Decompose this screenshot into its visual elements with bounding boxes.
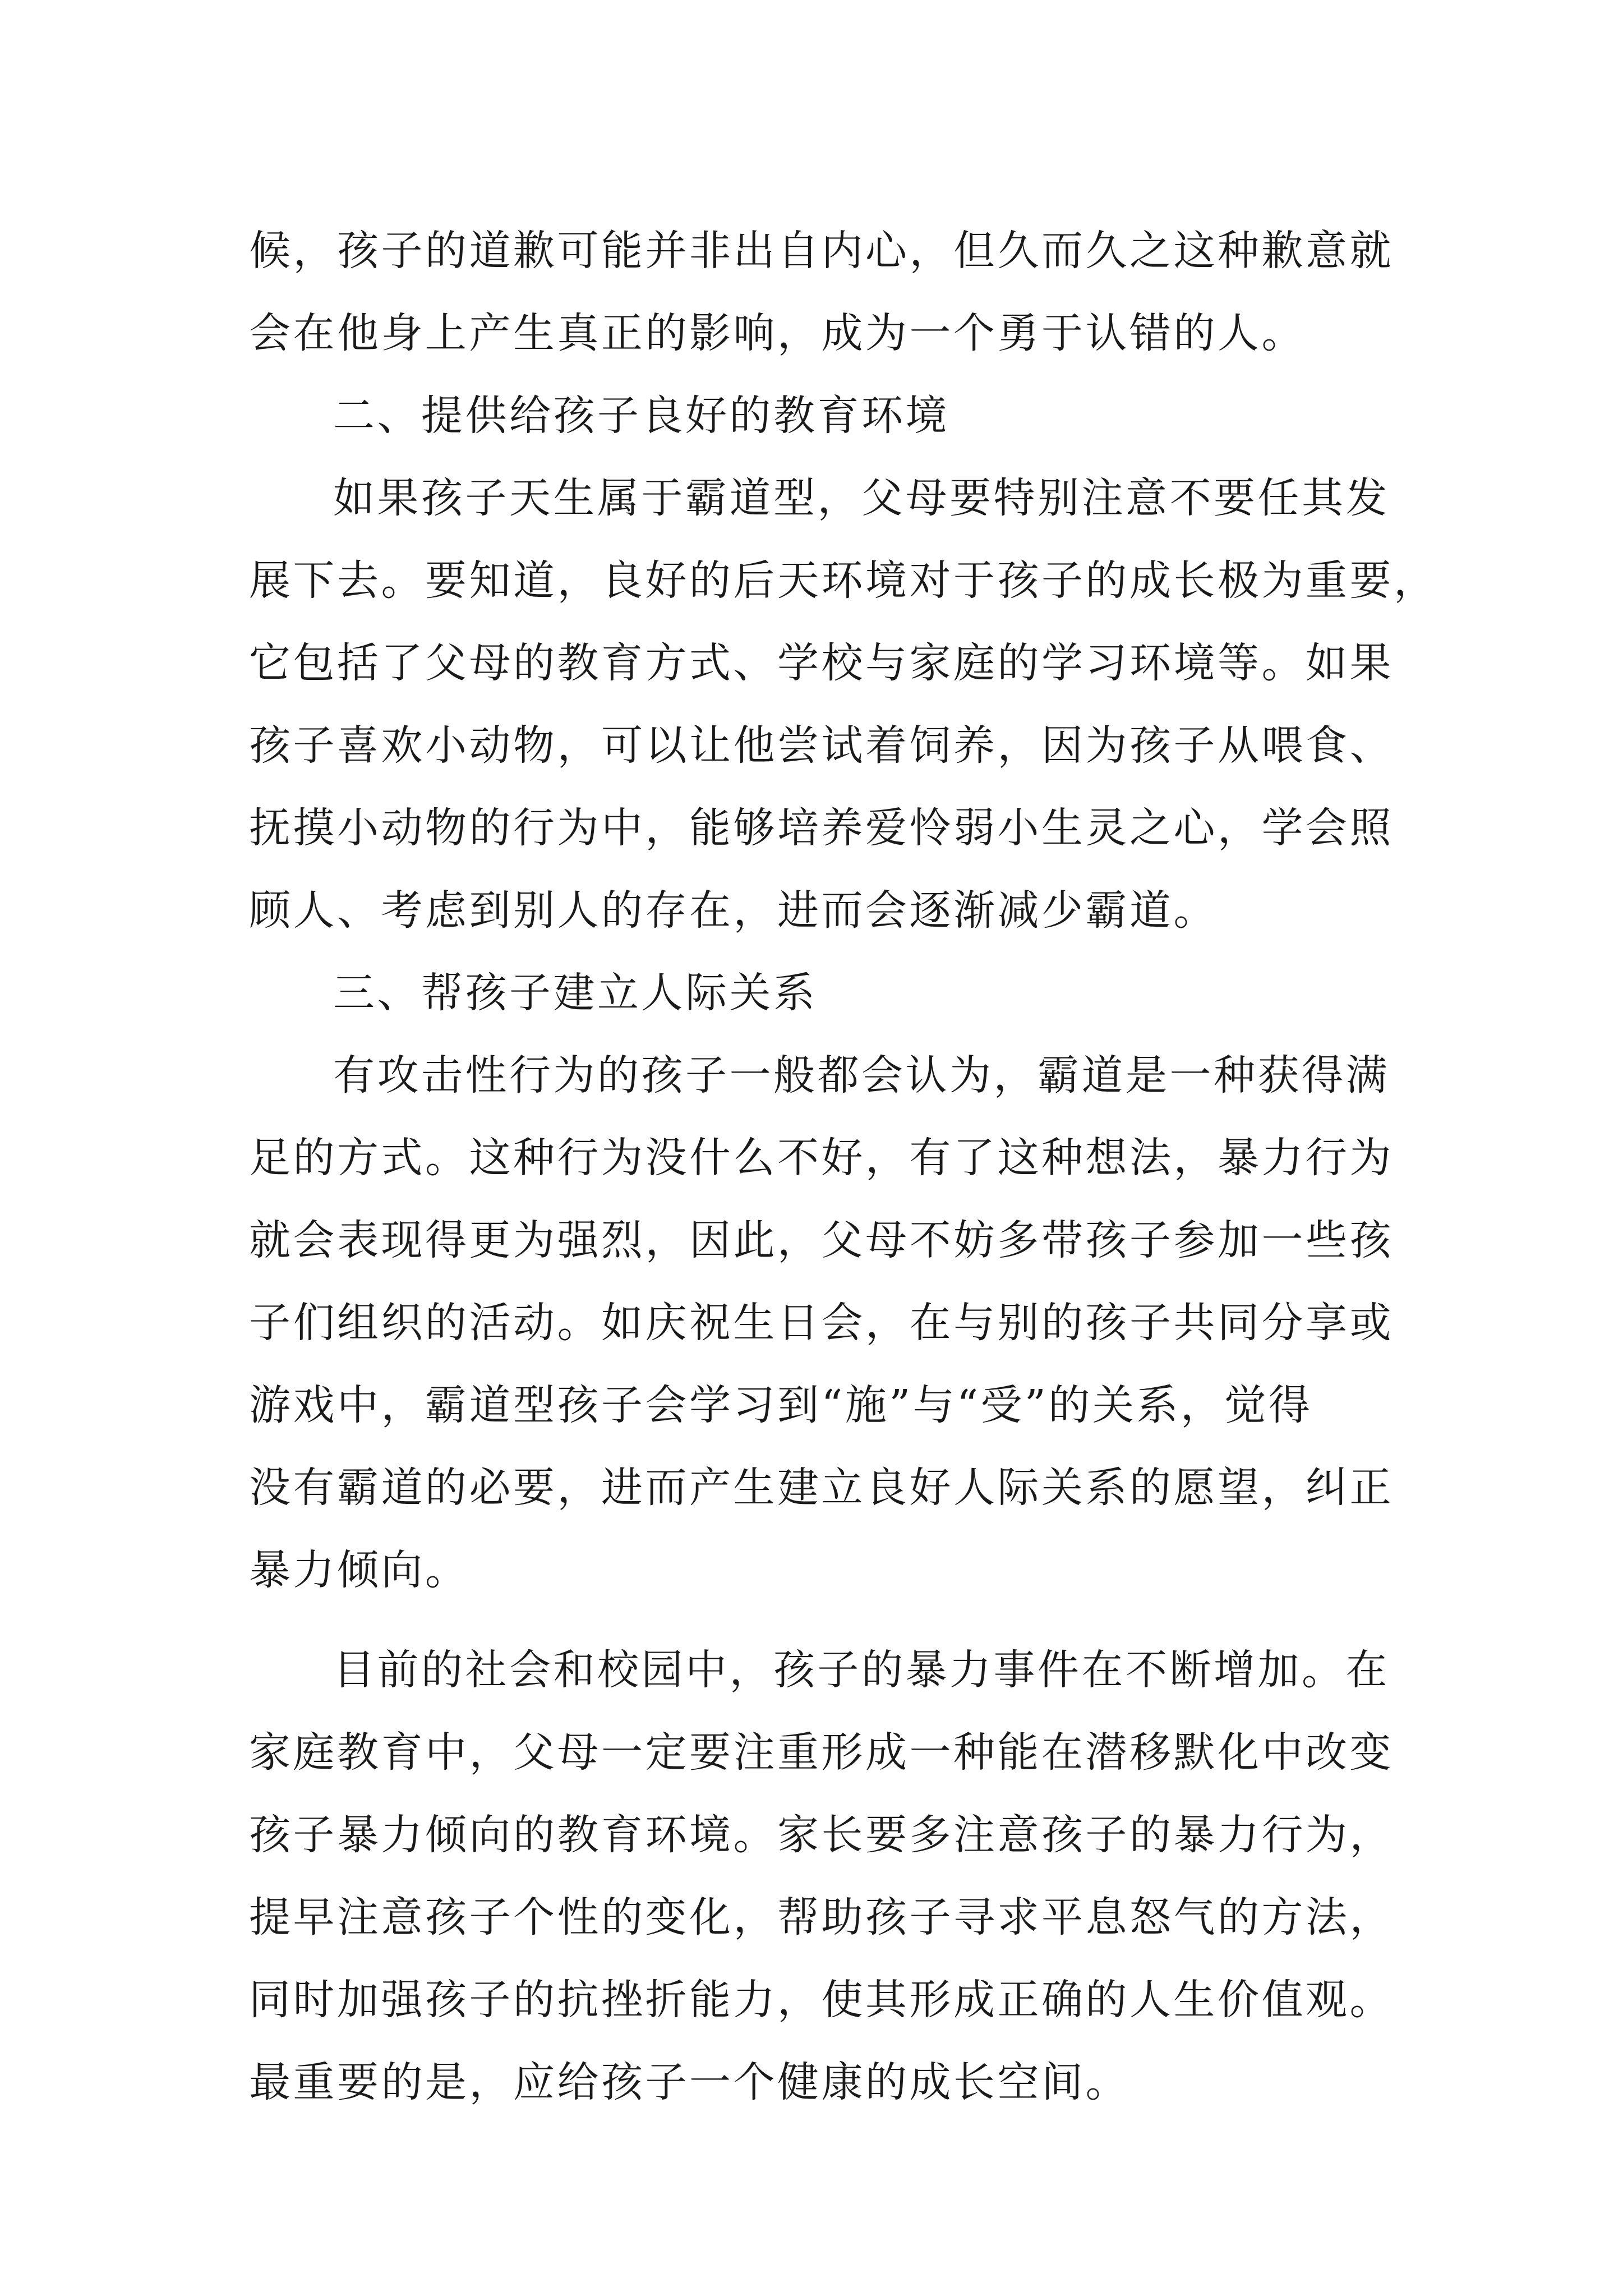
section-heading: 三、帮孩子建立人际关系 bbox=[333, 969, 818, 1017]
text-line: 足的方式。这种行为没什么不好，有了这种想法，暴力行为 bbox=[249, 1134, 1394, 1182]
text-line: 会在他身上产生真正的影响，成为一个勇于认错的人。 bbox=[249, 309, 1306, 357]
paragraph-gap bbox=[249, 1612, 1382, 1629]
text-line: 没有霸道的必要，进而产生建立良好人际关系的愿望，纠正 bbox=[249, 1464, 1394, 1512]
text-line: 就会表现得更为强烈，因此，父母不妨多带孩子参加一些孩 bbox=[249, 1216, 1394, 1264]
section-heading: 二、提供给孩子良好的教育环境 bbox=[333, 392, 949, 440]
text-line: 子们组织的活动。如庆祝生日会，在与别的孩子共同分享或 bbox=[249, 1299, 1394, 1347]
text-line: 家庭教育中，父母一定要注重形成一种能在潜移默化中改变 bbox=[249, 1728, 1394, 1777]
text-line: 暴力倾向。 bbox=[249, 1546, 469, 1594]
text-line: 提早注意孩子个性的变化，帮助孩子寻求平息怒气的方法， bbox=[249, 1893, 1394, 1941]
text-line: 同时加强孩子的抗挫折能力，使其形成正确的人生价值观。 bbox=[249, 1976, 1394, 2024]
document-body bbox=[249, 210, 1438, 2124]
text-line: 候，孩子的道歉可能并非出自内心，但久而久之这种歉意就 bbox=[249, 227, 1394, 275]
text-line: 抚摸小动物的行为中，能够培养爱怜弱小生灵之心，学会照 bbox=[249, 804, 1394, 852]
text-line: 它包括了父母的教育方式、学校与家庭的学习环境等。如果 bbox=[249, 639, 1394, 687]
text-line: 最重要的是，应给孩子一个健康的成长空间。 bbox=[249, 2058, 1129, 2106]
text-line: 有攻击性行为的孩子一般都会认为，霸道是一种获得满 bbox=[333, 1051, 1390, 1099]
text-line: 顾人、考虑到别人的存在，进而会逐渐减少霸道。 bbox=[249, 886, 1218, 935]
text-line: 游戏中，霸道型孩子会学习到“施”与“受”的关系，觉得 bbox=[249, 1381, 1313, 1429]
text-line: 展下去。要知道，良好的后天环境对于孩子的成长极为重要， bbox=[249, 556, 1438, 605]
text-line: 孩子喜欢小动物，可以让他尝试着饲养，因为孩子从喂食、 bbox=[249, 721, 1394, 770]
text-line: 目前的社会和校园中，孩子的暴力事件在不断增加。在 bbox=[333, 1646, 1390, 1694]
text-line: 孩子暴力倾向的教育环境。家长要多注意孩子的暴力行为， bbox=[249, 1811, 1394, 1859]
text-line: 如果孩子天生属于霸道型，父母要特别注意不要任其发 bbox=[333, 474, 1390, 522]
